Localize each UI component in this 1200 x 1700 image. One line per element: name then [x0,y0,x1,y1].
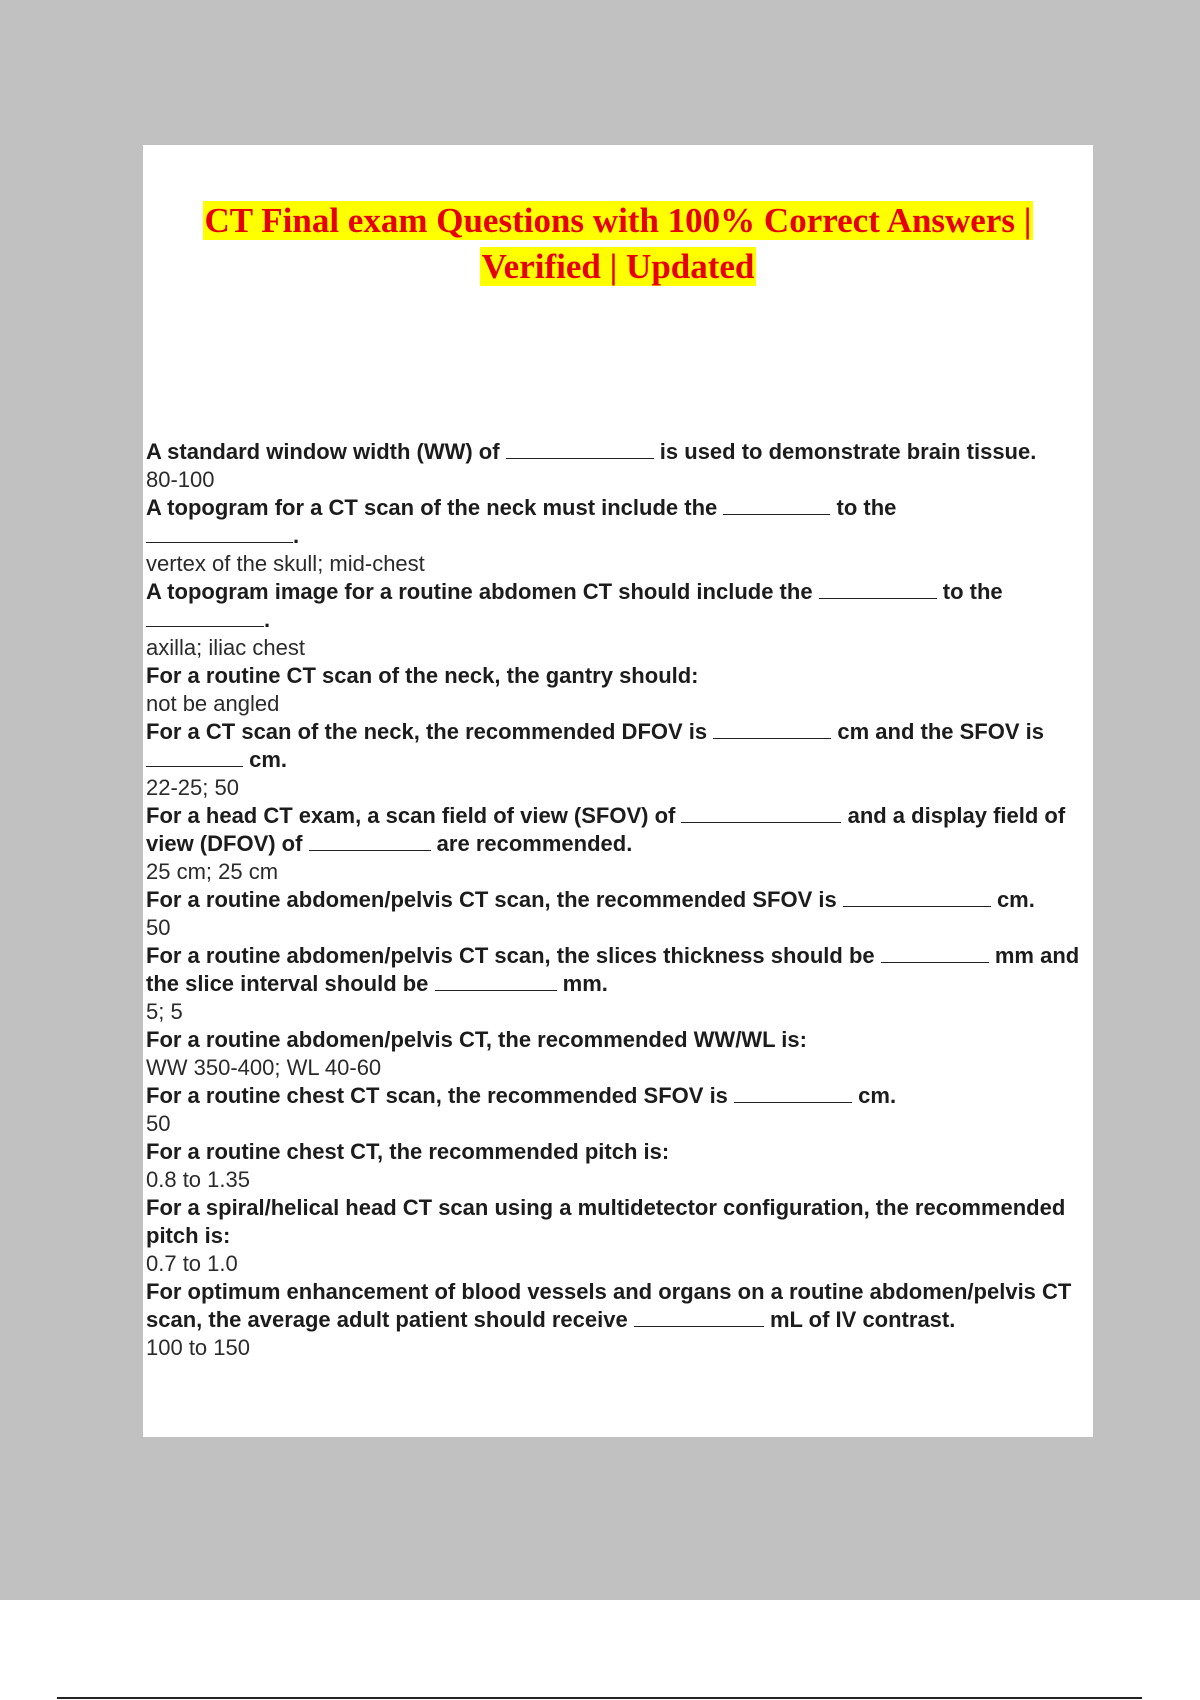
document-page [143,145,1093,1437]
answer: 50 [146,915,171,940]
title-block [146,198,1090,438]
qa-item [146,1194,1090,1278]
answer: vertex of the skull; mid-chest [146,551,425,576]
qa-item [146,886,1090,942]
question: For a head CT exam, a scan field of view (SFOV) of and a display field of view (DFOV) of are recommended. [146,803,1066,856]
question: For a routine abdomen/pelvis CT scan, the slices thickness should be mm and the slice interval should be mm. [146,943,1080,996]
answer: 100 to 150 [146,1335,250,1360]
answer: WW 350-400; WL 40-60 [146,1055,382,1080]
answer: 22-25; 50 [146,775,239,800]
qa-item [146,438,1090,494]
answer: 50 [146,1111,171,1136]
question: A topogram image for a routine abdomen CT should include the to the . [146,579,1003,632]
qa-item [146,494,1090,578]
title-line-1: CT Final exam Questions with 100% Correct Answers | [204,201,1032,240]
qa-item [146,578,1090,662]
answer: axilla; iliac chest [146,635,305,660]
qa-item [146,1082,1090,1138]
question: For a spiral/helical head CT scan using a multidetector configuration, the recommended pitch is: [146,1195,1066,1248]
qa-item [146,1278,1090,1362]
question: A standard window width (WW) of is used to demonstrate brain tissue. [146,439,1037,464]
answer: 0.8 to 1.35 [146,1167,250,1192]
title-line-2: Verified | Updated [481,247,755,286]
qa-item [146,802,1090,886]
qa-item [146,662,1090,718]
question: For a routine abdomen/pelvis CT scan, the recommended SFOV is cm. [146,887,1035,912]
question: For a routine CT scan of the neck, the gantry should: [146,663,699,688]
document-title [146,198,1090,290]
question: For a routine chest CT, the recommended pitch is: [146,1139,670,1164]
question: For a routine chest CT scan, the recommended SFOV is cm. [146,1083,897,1108]
answer: 80-100 [146,467,215,492]
question: For a CT scan of the neck, the recommended DFOV is cm and the SFOV is cm. [146,719,1044,772]
answer: not be angled [146,691,280,716]
question: A topogram for a CT scan of the neck must include the to the . [146,495,897,548]
answer: 25 cm; 25 cm [146,859,279,884]
page-footer-rule [57,1697,1142,1699]
qa-item [146,1138,1090,1194]
qa-item [146,718,1090,802]
qa-list [146,438,1090,1362]
question: For optimum enhancement of blood vessels and organs on a routine abdomen/pelvis CT scan, the average adult patient should receive mL of IV contrast. [146,1279,1072,1332]
qa-item [146,1026,1090,1082]
qa-item [146,942,1090,1026]
answer: 0.7 to 1.0 [146,1251,238,1276]
answer: 5; 5 [146,999,183,1024]
question: For a routine abdomen/pelvis CT, the recommended WW/WL is: [146,1027,807,1052]
